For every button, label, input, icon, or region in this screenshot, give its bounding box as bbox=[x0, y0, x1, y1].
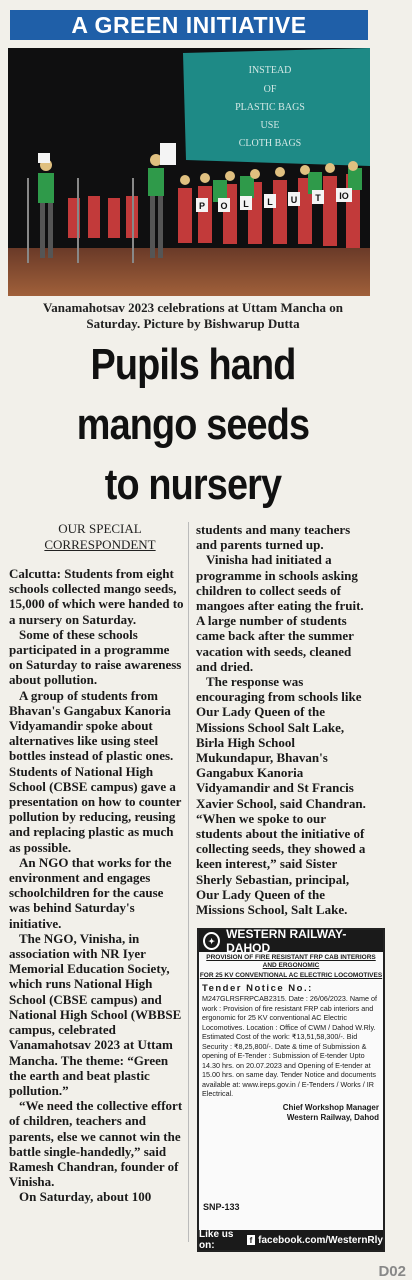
tender-notice-body: M247GLRSFRPCAB2315. Date : 26/06/2023. Name of work : Provision of fire resistant FRP cab interiors and ergonomic for 25 KV conventional AC Electric Locomotives. Location : Office of CWM / Dahod W.Rly. Estimated Cost of the work: ₹13,51,58,300/-. Bid Security : ₹8,25,800/-. Date & time of Submission & opening of E-Tender : Submission of E-tender Upto 14.30 hrs. on 20.07.2023 and Opening of E-tender at 15.00 hrs. on same day. Tender Notice and documents available at: www.ireps.gov.in / E-Tenders / Works / IR Electrical. bbox=[202, 994, 377, 1098]
headline-line-3: to nursery bbox=[104, 460, 282, 509]
ad-footer-prefix: Like us on: bbox=[199, 1229, 234, 1251]
placard-u: U bbox=[290, 195, 298, 205]
board-line-5: CLOTH BAGS bbox=[238, 138, 302, 149]
ad-subtitle-1: PROVISION OF FIRE RESISTANT FRP CAB INTERIORS AND ERGONOMIC bbox=[206, 954, 376, 969]
railway-logo-icon: ✦ bbox=[203, 932, 220, 950]
ad-header bbox=[199, 927, 383, 955]
placard-l2: L bbox=[267, 197, 273, 207]
stage-photo-illustration bbox=[8, 48, 370, 296]
photo-caption: Vanamahotsav 2023 celebrations at Uttam Mancha on Saturday. Picture by Bishwarup Dutta bbox=[43, 300, 343, 331]
ad-signoff-1: Chief Workshop Manager bbox=[282, 1102, 379, 1112]
paragraph: students and many teachers and parents turned up. bbox=[196, 522, 351, 553]
headline-line-1: Pupils hand bbox=[90, 340, 296, 389]
headline bbox=[43, 335, 344, 515]
facebook-icon: f bbox=[247, 1235, 255, 1245]
ad-footer bbox=[199, 1230, 383, 1250]
paragraph: Calcutta: Students from eight schools collected mango seeds, 15,000 of which were handed to a nursery on Saturday. bbox=[9, 566, 184, 627]
byline-line-1: OUR SPECIAL bbox=[58, 521, 142, 536]
placard-l1: L bbox=[243, 199, 249, 209]
paragraph: The NGO, Vinisha, in association with NR Iyer Memorial Education Society, which runs National High School (CBSE campus) and National High School (WBBSE campus, celebrated Vanamahotsav 2023 at Uttam Mancha. The theme: “Green the earth and beat plastic pollution.” bbox=[9, 930, 182, 1098]
article-column-right bbox=[196, 522, 371, 917]
byline-line-2: CORRESPONDENT bbox=[44, 537, 156, 552]
paragraph: Some of these schools participated in a programme on Saturday to raise awareness about pollution. bbox=[9, 626, 182, 688]
placard-io: IO bbox=[339, 191, 349, 201]
railway-tender-ad bbox=[197, 928, 385, 1252]
tender-notice-title: Tender Notice No.: bbox=[202, 983, 313, 994]
board-line-2: OF bbox=[263, 84, 277, 95]
ad-subtitle-2: FOR 25 KV CONVENTIONAL AC ELECTRIC LOCOMOTIVES bbox=[199, 972, 383, 979]
ad-header-text: WESTERN RAILWAY- DAHOD bbox=[226, 927, 347, 955]
paragraph: The response was encouraging from schools like Our Lady Queen of the Missions School Salt Lake, Birla High School Mukundapur, Bhavan's Gangabux Kanoria Vidyamandir and St Francis Xavier School, said Chandran. “When we spoke to our students about the initiative of collecting seeds, they showed a keen interest,” said Sister Sherly Sebastian, principal, Our Lady Queen of the Missions School, Salt Lake. bbox=[196, 674, 366, 918]
board-line-3: PLASTIC BAGS bbox=[235, 102, 305, 113]
paragraph: On Saturday, about 100 bbox=[19, 1189, 152, 1205]
article-column-left bbox=[9, 566, 185, 1205]
ad-signoff-2: Western Railway, Dahod bbox=[286, 1112, 379, 1122]
headline-line-2: mango seeds bbox=[76, 400, 310, 449]
section-banner: A GREEN INITIATIVE bbox=[10, 10, 368, 40]
event-photo bbox=[8, 48, 370, 296]
byline bbox=[20, 521, 180, 553]
paragraph: An NGO that works for the environment and engages schoolchildren for the cause was behind Saturday's initiative. bbox=[9, 854, 172, 931]
paragraph: Vinisha had initiated a programme in schools asking children to collect seeds of mangoes after eating the fruit. A large number of students came back after the summer vacation with seeds, cleaned and dried. bbox=[196, 552, 364, 674]
ad-code: SNP-133 bbox=[203, 1202, 240, 1212]
stage-floor bbox=[8, 248, 370, 296]
board-line-4: USE bbox=[260, 120, 280, 131]
placard-o: O bbox=[220, 201, 228, 211]
ad-footer-link[interactable]: facebook.com/WesternRly bbox=[258, 1234, 383, 1246]
ad-signoff bbox=[199, 1103, 379, 1123]
placard-p: P bbox=[198, 201, 206, 211]
paragraph: “We need the collective effort of children, teachers and parents, else we cannot win the battle single-handedly,” said Ramesh Chandran, founder of Vinisha. bbox=[9, 1098, 183, 1190]
placard-t: T bbox=[315, 193, 321, 203]
page-mark: D02 bbox=[378, 1263, 406, 1280]
board-line-1: INSTEAD bbox=[248, 65, 292, 76]
paragraph: A group of students from Bhavan's Gangabux Kanoria Vidyamandir spoke about alternatives like using steel bottles instead of plastic ones. Students of National High School (CBSE campus) gave a presentation on how to counter pollution by reducing, reusing and replacing plastic as much as possible. bbox=[9, 687, 182, 855]
column-divider bbox=[188, 522, 189, 1242]
